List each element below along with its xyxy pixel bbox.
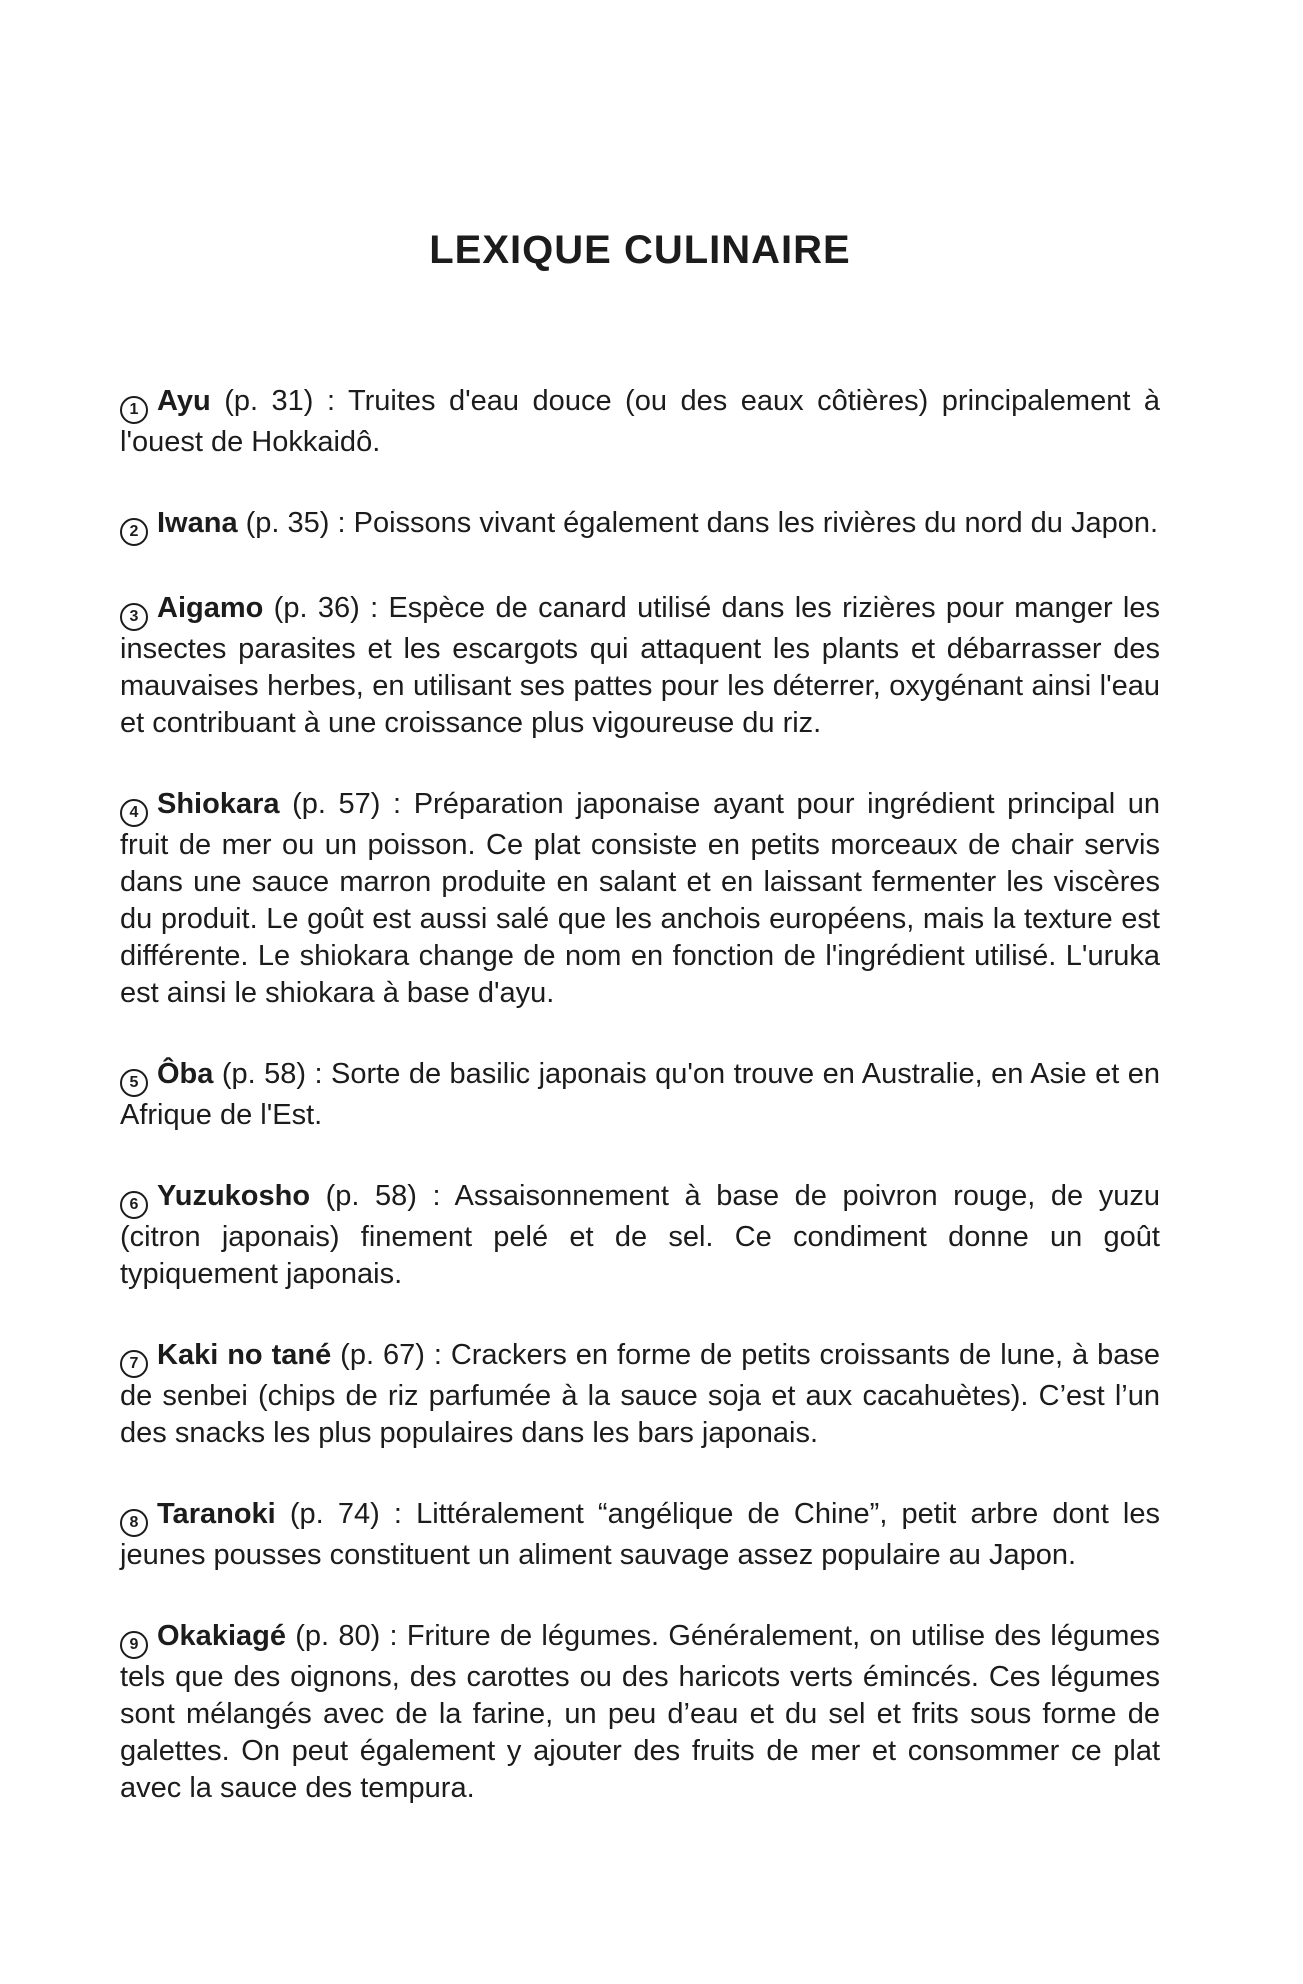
- lexicon-entry-shiokara: [120, 786, 1160, 1012]
- entry-number-badge: 8: [120, 1509, 148, 1537]
- entry-definition: (p. 67) : Crackers en forme de petits croissants de lune, à base de senbei (chips de riz parfumée à la sauce soja et aux cacahuètes). C’est l’un des snacks les plus populaires dans les bars japonais.: [120, 1339, 1160, 1449]
- lexicon-entry-iwana: [120, 505, 1160, 546]
- entry-number-badge: 6: [120, 1191, 148, 1219]
- entry-number-badge: 4: [120, 799, 148, 827]
- lexicon-entry-oba: [120, 1056, 1160, 1134]
- entry-term: Ayu: [157, 385, 211, 417]
- entry-number-badge: 7: [120, 1350, 148, 1378]
- entry-number-badge: 5: [120, 1069, 148, 1097]
- entry-definition: (p. 57) : Préparation japonaise ayant pour ingrédient principal un fruit de mer ou un poisson. Ce plat consiste en petits morceaux de chair servis dans une sauce marron produite en salant et en laissant fermenter les viscères du produit. Le goût est aussi salé que les anchois européens, mais la texture est différente. Le shiokara change de nom en fonction de l'ingrédient utilisé. L'uruka est ainsi le shiokara à base d'ayu.: [120, 788, 1160, 1009]
- entry-definition: (p. 58) : Assaisonnement à base de poivron rouge, de yuzu (citron japonais) finement pelé et de sel. Ce condiment donne un goût typiquement japonais.: [120, 1180, 1160, 1290]
- lexicon-entry-kaki-no-tane: [120, 1337, 1160, 1452]
- lexicon-entry-ayu: [120, 383, 1160, 461]
- entry-definition: (p. 58) : Sorte de basilic japonais qu'on trouve en Australie, en Asie et en Afrique de l'Est.: [120, 1058, 1160, 1131]
- entry-term: Shiokara: [157, 788, 280, 820]
- entry-number-badge: 3: [120, 603, 148, 631]
- entry-number-badge: 9: [120, 1631, 148, 1659]
- entry-number-badge: 2: [120, 518, 148, 546]
- entry-term: Yuzukosho: [157, 1180, 311, 1212]
- lexicon-entry-aigamo: [120, 590, 1160, 742]
- lexicon-entry-taranoki: [120, 1496, 1160, 1574]
- entry-term: Okakiagé: [157, 1620, 286, 1652]
- entry-definition: (p. 36) : Espèce de canard utilisé dans les rizières pour manger les insectes parasites et les escargots qui attaquent les plants et débarrasser des mauvaises herbes, en utilisant ses pattes pour les déterrer, oxygénant ainsi l'eau et contribuant à une croissance plus vigoureuse du riz.: [120, 592, 1160, 739]
- entry-definition: (p. 80) : Friture de légumes. Généralement, on utilise des légumes tels que des oignons, des carottes ou des haricots verts émincés. Ces légumes sont mélangés avec de la farine, un peu d’eau et du sel et frits sous forme de galettes. On peut également y ajouter des fruits de mer et consommer ce plat avec la sauce des tempura.: [120, 1620, 1160, 1804]
- entry-term: Ôba: [157, 1058, 214, 1090]
- entry-definition: (p. 35) : Poissons vivant également dans les rivières du nord du Japon.: [237, 507, 1159, 539]
- lexicon-entries: [120, 383, 1160, 1807]
- entry-term: Taranoki: [157, 1498, 276, 1530]
- entry-number-badge: 1: [120, 396, 148, 424]
- entry-definition: (p. 31) : Truites d'eau douce (ou des eaux côtières) principalement à l'ouest de Hokkaidô.: [120, 385, 1160, 458]
- entry-term: Aigamo: [157, 592, 264, 624]
- entry-term: Kaki no tané: [157, 1339, 332, 1371]
- entry-term: Iwana: [157, 507, 238, 539]
- lexicon-entry-yuzukosho: [120, 1178, 1160, 1293]
- lexicon-entry-okakiage: [120, 1618, 1160, 1807]
- entry-definition: (p. 74) : Littéralement “angélique de Chine”, petit arbre dont les jeunes pousses constituent un aliment sauvage assez populaire au Japon.: [120, 1498, 1160, 1571]
- page-title: LEXIQUE CULINAIRE: [429, 228, 851, 272]
